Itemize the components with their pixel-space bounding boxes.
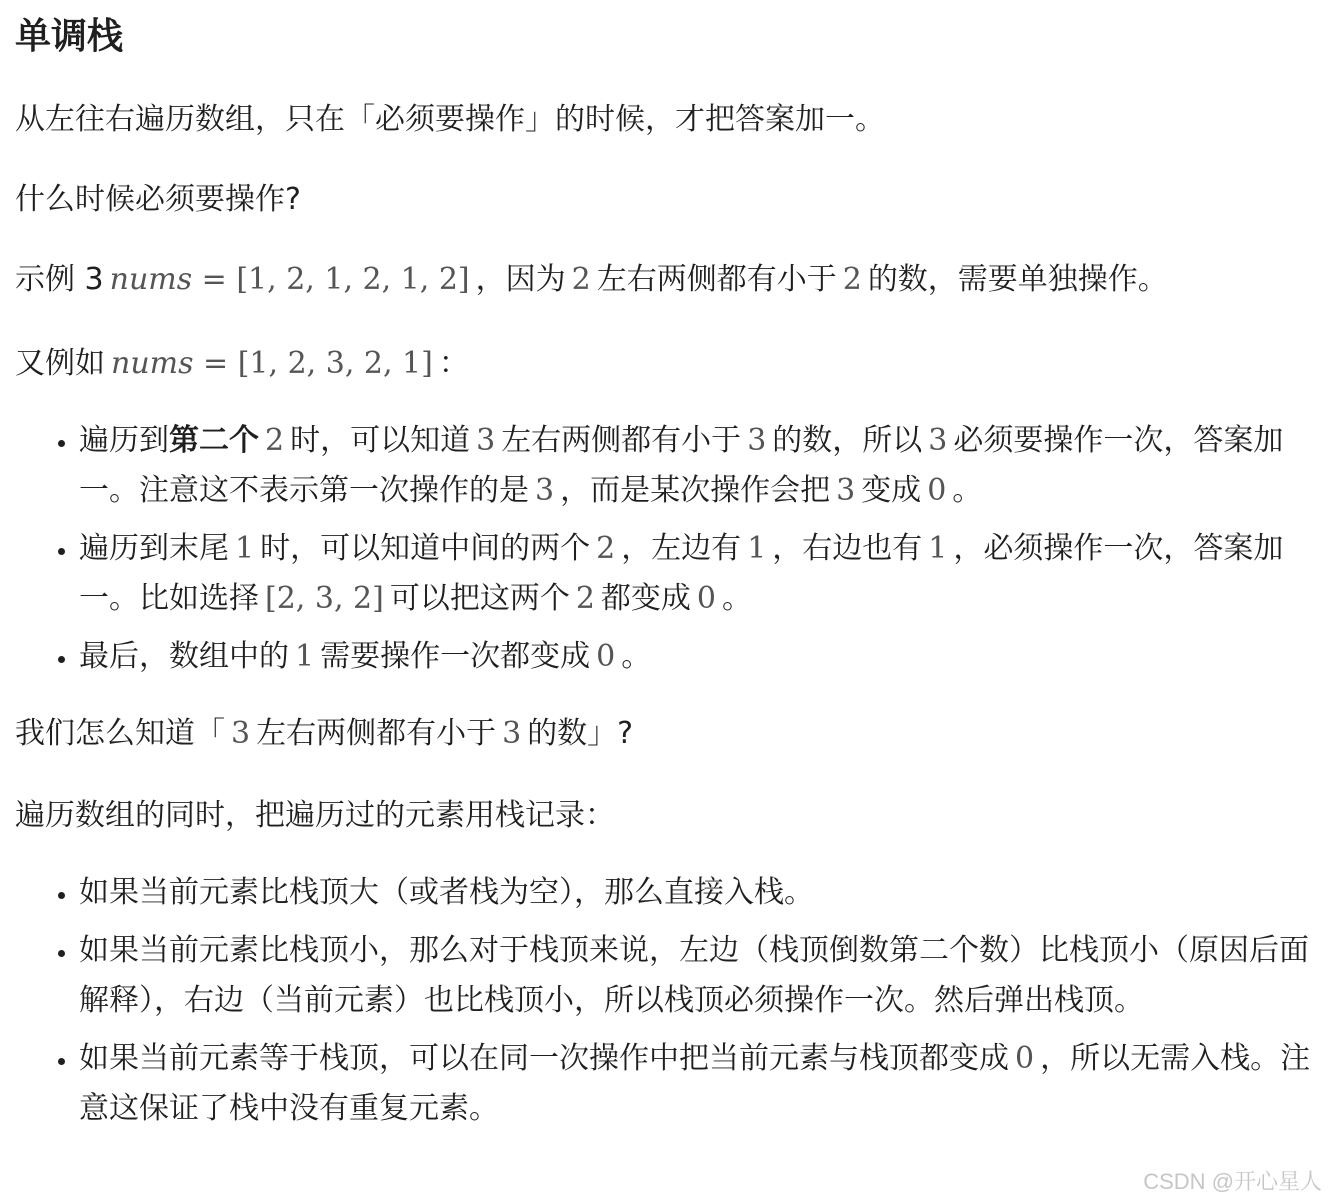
text: 的数，所以 [772, 423, 923, 458]
page-title: 单调栈 [15, 16, 124, 57]
text: 左右两侧都有小于 [256, 716, 497, 751]
text: 时，可以知道中间的两个 [260, 531, 591, 566]
math-number: 3 [928, 423, 948, 458]
math-number: 3 [747, 423, 767, 458]
text: 需要操作一次都变成 [320, 639, 591, 674]
list-item [79, 632, 1315, 682]
math-number: 0 [596, 639, 616, 674]
math-number: 0 [1015, 1041, 1035, 1076]
math-number: 0 [696, 581, 717, 616]
list-item [79, 416, 1315, 516]
text: ，所以无需入栈。注意这保证了栈中没有重复元素。 [79, 1041, 1311, 1126]
math-number: 1 [295, 639, 315, 674]
text: ，左边有 [621, 531, 742, 566]
paragraph-question: 什么时候必须要操作? [15, 182, 301, 217]
text: ，而是某次操作会把 [560, 473, 831, 508]
stack-rules-list [15, 868, 1315, 1134]
paragraph-example-3 [15, 258, 1315, 302]
math-number: 3 [535, 473, 555, 508]
text: 我们怎么知道「 [15, 716, 225, 751]
math-number: 3 [231, 716, 251, 751]
text: 如果当前元素等于栈顶，可以在同一次操作中把当前元素与栈顶都变成 [79, 1041, 1009, 1076]
text: ，必须操作一次，答案加一。比如选择 [79, 531, 1284, 616]
math-number: 1 [235, 531, 255, 566]
text: 的数，需要单独操作。 [867, 262, 1168, 297]
paragraph-stack-intro: 遍历数组的同时，把遍历过的元素用栈记录： [15, 798, 615, 833]
list-item: • 如果当前元素比栈顶大（或者栈为空），那么直接入栈。 [79, 868, 1315, 918]
math-number: 2 [842, 262, 862, 297]
text: 左右两侧都有小于 [501, 423, 742, 458]
math-expression [105, 346, 439, 381]
text: 。 [621, 639, 652, 674]
text: ： [438, 346, 469, 381]
text: 示例 3 [15, 262, 104, 297]
text: 。 [952, 473, 983, 508]
text: 。 [722, 581, 753, 616]
text: 最后，数组中的 [79, 639, 289, 674]
list-item [79, 1034, 1315, 1134]
math-number: 2 [575, 581, 595, 616]
math-variable: nums [109, 262, 193, 297]
text: 都变成 [600, 581, 691, 616]
text: 时，可以知道 [290, 423, 471, 458]
text: 的数」? [527, 716, 634, 751]
math-equation: = [1, 2, 1, 2, 1, 2] [192, 262, 470, 297]
watermark: CSDN @开心星人 [1143, 1169, 1322, 1194]
math-variable: nums [111, 346, 194, 381]
math-number: 1 [928, 531, 948, 566]
list-item: • 如果当前元素比栈顶小，那么对于栈顶来说，左边（栈顶倒数第二个数）比栈顶小（原因后面解释），右边（当前元素）也比栈顶小，所以栈顶必须操作一次。然后弹出栈顶。 [79, 926, 1315, 1026]
math-array: [2, 3, 2] [265, 581, 384, 616]
math-number: 2 [596, 531, 616, 566]
paragraph-example-other [15, 342, 1315, 386]
math-number: 0 [927, 473, 947, 508]
text: ，右边也有 [772, 531, 923, 566]
text: ，因为 [475, 262, 566, 297]
paragraph-intro: 从左往右遍历数组，只在「必须要操作」的时候，才把答案加一。 [15, 102, 885, 137]
math-equation: = [1, 2, 3, 2, 1] [193, 346, 433, 381]
bold-text: 第二个 [169, 423, 259, 458]
math-number: 3 [502, 716, 522, 751]
math-expression [104, 262, 476, 297]
article [15, 10, 1315, 1142]
math-number: 3 [836, 473, 856, 508]
example-steps-list [15, 416, 1315, 682]
text: 必须要操作一次，答案加一。注意这不表示第一次操作的是 [79, 423, 1284, 508]
math-number: 1 [747, 531, 767, 566]
math-number: 3 [476, 423, 496, 458]
text: 又例如 [15, 346, 105, 381]
text: 遍历到 [79, 423, 169, 458]
list-item [79, 524, 1315, 624]
paragraph-how-to-know [15, 712, 1315, 756]
math-number: 2 [571, 262, 591, 297]
text: 左右两侧都有小于 [596, 262, 837, 297]
math-number: 2 [265, 423, 285, 458]
text: 遍历到末尾 [79, 531, 229, 566]
text: 变成 [861, 473, 922, 508]
text: 可以把这两个 [389, 581, 570, 616]
